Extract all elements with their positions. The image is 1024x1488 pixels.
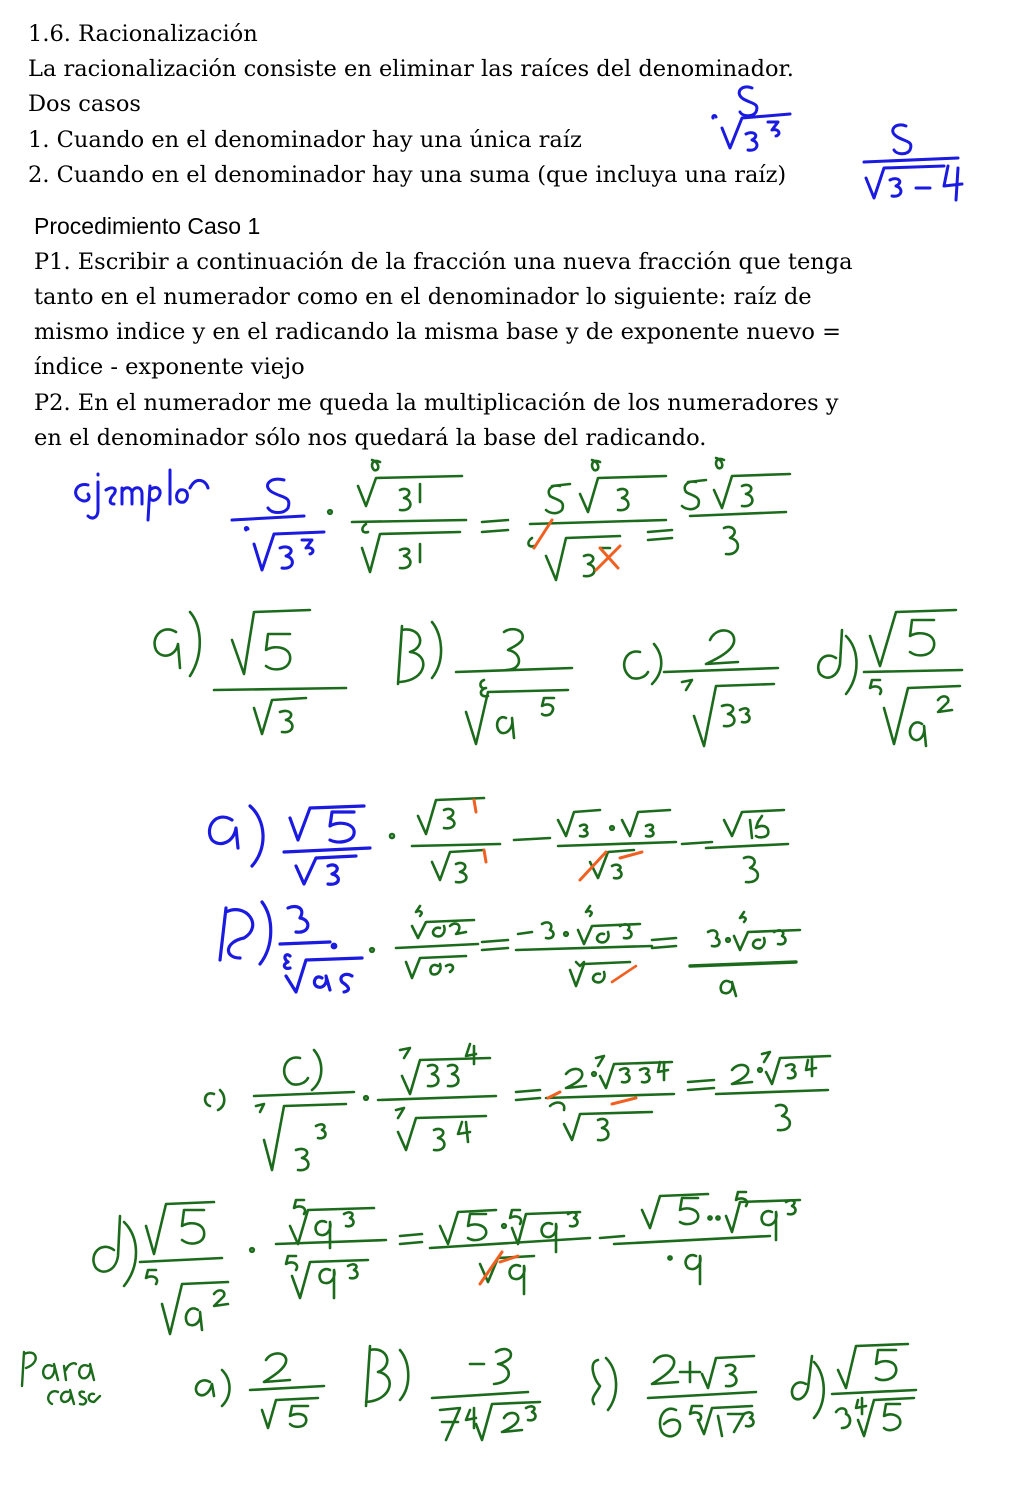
side-example-case-2 xyxy=(864,125,962,200)
exercise-b xyxy=(398,622,572,744)
definition: La racionalización consiste en eliminar las raíces del denominador. xyxy=(28,56,794,82)
case-2-text: 2. Cuando en el denominador hay una suma (que incluya una raíz) xyxy=(28,162,787,188)
exercise-c xyxy=(624,630,778,746)
p1-line-4: índice - exponente viejo xyxy=(34,354,305,380)
p2-line-1: P2. En el numerador me queda la multiplicación de los numeradores y xyxy=(34,390,839,416)
para-casa-a xyxy=(196,1353,324,1428)
heading: 1.6. Racionalización xyxy=(28,21,258,47)
side-example-case-1 xyxy=(713,87,790,150)
p1-line-1: P1. Escribir a continuación de la fracción una nueva fracción que tenga xyxy=(34,249,853,275)
solution-a-blue xyxy=(209,806,370,884)
solution-a-cancellations xyxy=(474,800,642,880)
para-casa-b xyxy=(366,1346,540,1440)
cases-title: Dos casos xyxy=(28,91,141,117)
para-casa-d xyxy=(792,1344,916,1436)
solution-d xyxy=(93,1192,800,1334)
procedure-title: Procedimiento Caso 1 xyxy=(34,213,261,239)
ejemplo-fraction xyxy=(232,479,324,570)
para-casa-label xyxy=(22,1352,100,1404)
case-1-text: 1. Cuando en el denominador hay una única raíz xyxy=(28,127,582,153)
ejemplo-cancellations xyxy=(534,520,620,570)
exercise-d xyxy=(818,610,962,746)
ejemplo-label xyxy=(76,470,208,520)
p1-line-2: tanto en el numerador como en el denominador lo siguiente: raíz de xyxy=(34,284,812,310)
solution-b-cancellations xyxy=(612,966,636,982)
solution-c xyxy=(205,1044,830,1170)
p2-line-2: en el denominador sólo nos quedará la base del radicando. xyxy=(34,425,707,451)
exercise-a xyxy=(155,610,346,734)
ejemplo-steps xyxy=(328,458,790,580)
solution-b-blue xyxy=(220,902,362,992)
solution-b-green xyxy=(370,906,800,996)
para-casa-c xyxy=(593,1355,756,1436)
p1-line-3: mismo indice y en el radicando la misma base y de exponente nuevo = xyxy=(34,319,841,345)
